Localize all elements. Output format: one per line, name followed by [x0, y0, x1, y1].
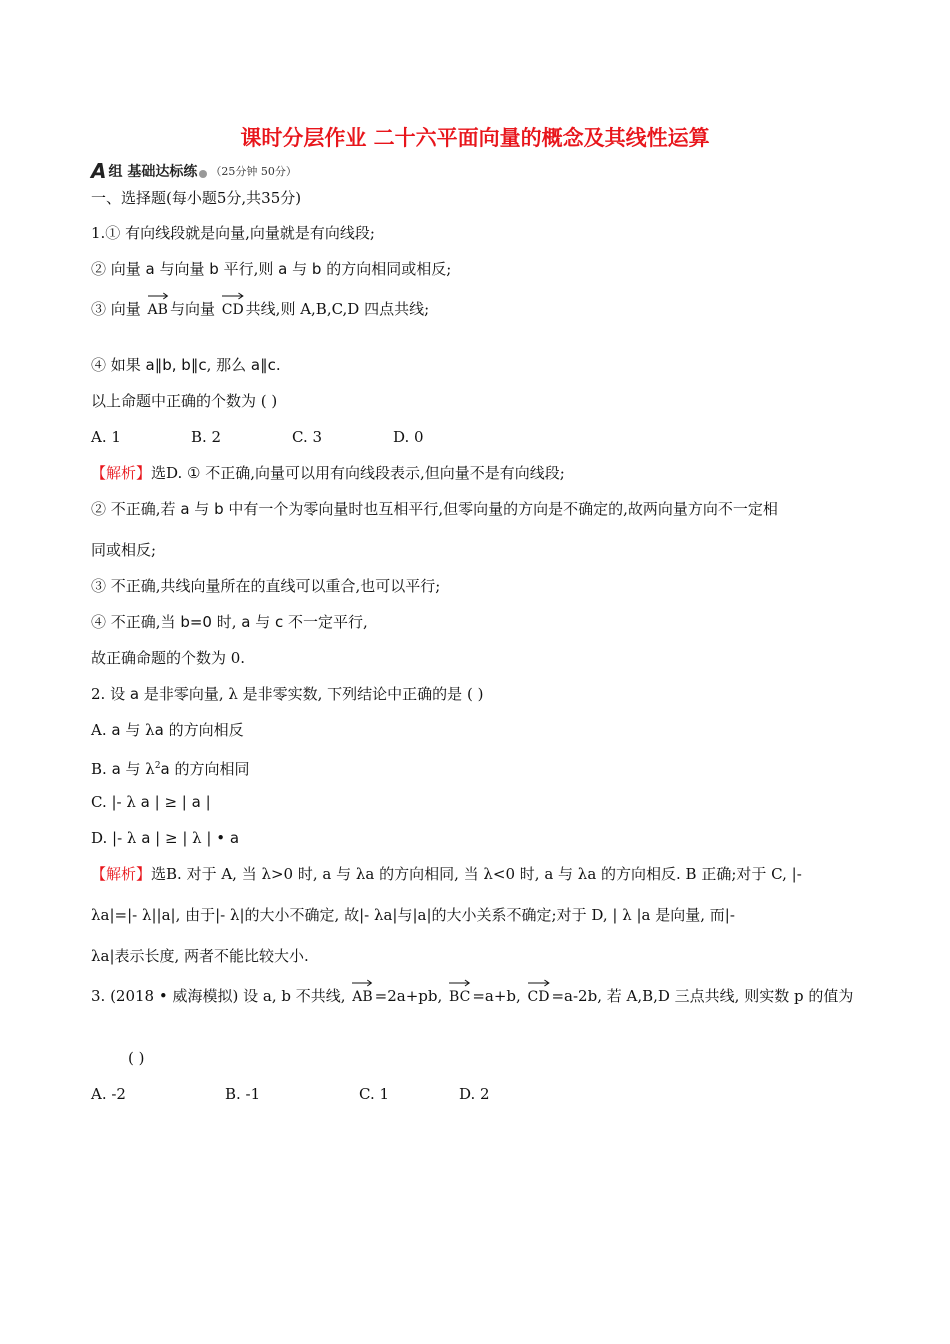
q3-answer-paren: ( ) [128, 1049, 145, 1067]
exponent: 2 [154, 761, 161, 771]
vector-ab [352, 987, 372, 1007]
analysis-tag: 【解析】 [91, 464, 152, 482]
text: ② 向量 [91, 260, 146, 278]
q2-option-d [91, 828, 239, 848]
vector-label: AB [147, 302, 168, 318]
vector-a: a [160, 760, 170, 778]
vector-a: a [180, 500, 190, 518]
text: ④ 如果 [91, 356, 146, 374]
vector-a: a [129, 685, 140, 703]
text: 不一定平行, [283, 613, 368, 631]
vector-ab [148, 300, 168, 320]
text: ③ 向量 [91, 300, 146, 318]
text: 的方向相反 [163, 721, 244, 739]
text: | ≥ | λ | • [150, 829, 230, 847]
q2-option-b [91, 756, 250, 779]
vector-a: a [241, 613, 251, 631]
q2-option-a [91, 720, 244, 740]
q1-statement-1: 1.① 有向线段就是向量,向量就是有向线段; [91, 224, 375, 242]
q2-analysis-2: λa|=|- λ||a|, 由于|- λ|的大小不确定, 故|- λa|与|a|的大小关系不确定;对于 D, | λ |a 是向量, 而|- [91, 906, 735, 924]
q1-analysis-2-cont: 同或相反; [91, 541, 157, 559]
q2-analysis-3: λa|表示长度, 两者不能比较大小. [91, 947, 309, 965]
vector-expression: b=0 [180, 613, 212, 631]
text: 的方向相同或相反; [321, 260, 452, 278]
text: B. [91, 760, 112, 778]
text: 与 λ [120, 760, 155, 778]
text: | [200, 793, 211, 811]
q1-analysis-1 [91, 463, 565, 483]
vector-a: a [111, 721, 121, 739]
q2-stem [91, 684, 483, 704]
option-c: C. 1 [359, 1085, 390, 1103]
q1-analysis-5: 故正确命题的个数为 0. [91, 649, 246, 667]
vector-c: c [275, 613, 284, 631]
text: 与向量 [169, 300, 220, 318]
text: 时, [211, 613, 242, 631]
vector-b: b [214, 500, 224, 518]
q1-analysis-2 [91, 499, 778, 519]
page-title: 课时分层作业 二十六平面向量的概念及其线性运算 [240, 126, 710, 150]
q2-option-c [91, 792, 211, 812]
vector-bc [449, 987, 470, 1007]
vector-a: a [229, 829, 240, 847]
text: ④ 不正确,当 [91, 613, 181, 631]
vector-cd [528, 987, 550, 1007]
group-letter: A [91, 159, 107, 183]
q1-question: 以上命题中正确的个数为 ( ) [91, 392, 278, 410]
section-heading: 一、选择题(每小题5分,共35分) [91, 189, 302, 207]
vector-expression: a∥c [250, 356, 276, 374]
vector-label: BC [449, 989, 471, 1005]
text: 的方向相同 [169, 760, 250, 778]
text: C. |- λ [91, 793, 141, 811]
vector-b: b [311, 260, 322, 278]
q1-statement-3 [91, 299, 429, 320]
text: =2a+pb, [374, 987, 448, 1005]
text: 是非零向量, λ 是非零实数, 下列结论中正确的是 ( ) [139, 685, 484, 703]
option-a: A. 1 [91, 428, 121, 446]
text: 中有一个为零向量时也互相平行,但零向量的方向是不确定的,故两向量方向不一定相 [223, 500, 778, 518]
vector-a: a [191, 793, 201, 811]
q3-stem [91, 986, 853, 1007]
q1-analysis-4 [91, 612, 368, 632]
text: . [275, 356, 281, 374]
vector-a: a [140, 793, 150, 811]
text: =a+b, [472, 987, 526, 1005]
option-d: D. 2 [459, 1085, 490, 1103]
text: 选D. ① 不正确,向量可以用有向线段表示,但向量不是有向线段; [151, 464, 565, 482]
text: ② 不正确,若 [91, 500, 181, 518]
text: 选B. 对于 A, 当 λ>0 时, a 与 λa 的方向相同, 当 λ<0 时, a 与 λa 的方向相反. B 正确;对于 C, |- [151, 865, 802, 883]
text: 3. (2018 • 威海模拟) 设 a, b 不共线, [91, 987, 351, 1005]
text: 与 [189, 500, 215, 518]
text: 共线,则 A,B,C,D 四点共线; [245, 300, 430, 318]
text: =a-2b, 若 A,B,D 三点共线, 则实数 p 的值为 [551, 987, 854, 1005]
vector-a: a [111, 760, 121, 778]
q1-statement-2 [91, 259, 451, 279]
option-d: D. 0 [393, 428, 424, 446]
group-label: 组 基础达标练 [108, 164, 198, 180]
option-c: C. 3 [292, 428, 323, 446]
group-badge [91, 160, 297, 182]
text: | ≥ | [149, 793, 192, 811]
vector-b: b [209, 260, 219, 278]
text: 2. 设 [91, 685, 130, 703]
option-a: A. -2 [91, 1085, 126, 1103]
vector-a: a [278, 260, 288, 278]
option-b: B. -1 [225, 1085, 261, 1103]
vector-expression: a∥b, b∥c [145, 356, 207, 374]
vector-label: CD [221, 302, 244, 318]
q1-statement-4 [91, 355, 281, 375]
q3-options [91, 1084, 490, 1104]
text: A. [91, 721, 112, 739]
vector-label: AB [352, 989, 373, 1005]
text: 与向量 [154, 260, 210, 278]
text: D. |- λ [91, 829, 142, 847]
text: 与 [287, 260, 312, 278]
dot-icon [199, 170, 207, 178]
text: 与 [250, 613, 276, 631]
group-time: （25分钟 50分） [210, 165, 297, 178]
text: 平行,则 [218, 260, 279, 278]
text: 与 λ [120, 721, 155, 739]
q2-analysis-1 [91, 864, 802, 884]
vector-cd [222, 300, 244, 320]
vector-label: CD [527, 989, 550, 1005]
vector-a: a [154, 721, 164, 739]
q1-options [91, 427, 424, 447]
analysis-tag: 【解析】 [91, 865, 152, 883]
option-b: B. 2 [191, 428, 222, 446]
vector-a: a [141, 829, 151, 847]
text: , 那么 [206, 356, 251, 374]
q1-analysis-3: ③ 不正确,共线向量所在的直线可以重合,也可以平行; [91, 577, 441, 595]
vector-a: a [145, 260, 155, 278]
